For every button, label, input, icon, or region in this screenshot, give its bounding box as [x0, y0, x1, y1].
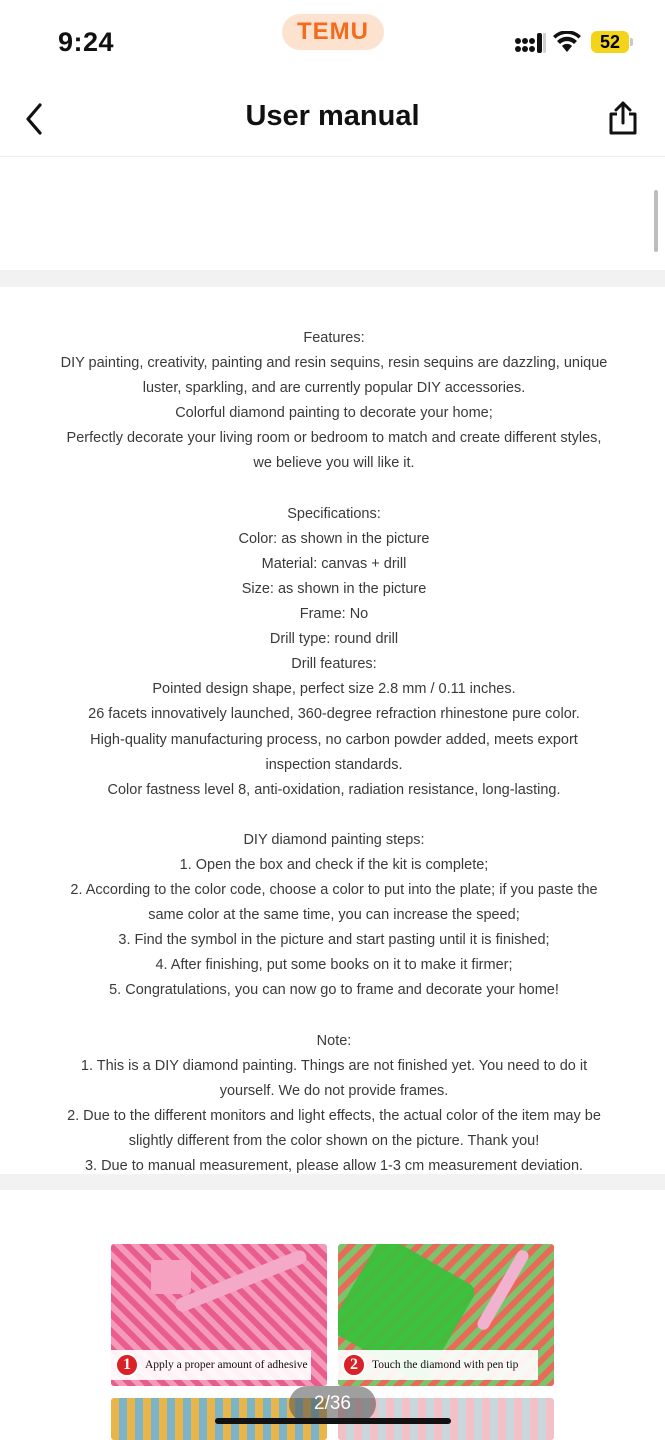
nav-bar [0, 80, 665, 157]
features-line: Colorful diamond painting to decorate your home; [175, 405, 493, 422]
caption-text: Apply a proper amount of adhesive [145, 1359, 308, 1371]
note-line: 3. Due to manual measurement, please allow 1-3 cm measurement deviation. [84, 1158, 584, 1175]
step-line: 5. Congratulations, you can now go to frame and decorate your home! [109, 982, 559, 999]
image-caption [338, 1350, 538, 1380]
spec-line: Frame: No [299, 606, 369, 623]
spec-line: Color: as shown in the picture [238, 530, 430, 547]
spec-line: Material: canvas + drill [261, 555, 407, 572]
product-description [56, 326, 612, 1179]
note-line: 2. Due to the different monitors and light effects, the actual color of the item may be slightly different from the color shown on the picture. Thank you! [67, 1107, 601, 1149]
steps-heading: DIY diamond painting steps: [243, 831, 425, 848]
temu-app-badge[interactable]: TEMU [282, 14, 384, 50]
specifications-heading: Specifications: [287, 505, 381, 522]
step-number-badge: 2 [342, 1353, 366, 1377]
spec-line: Drill type: round drill [269, 631, 399, 648]
step-line: 4. After finishing, put some books on it to make it firmer; [155, 957, 513, 974]
step-line: 2. According to the color code, choose a color to put into the plate; if you paste the same color at the same time, you can increase the speed; [70, 882, 598, 924]
step-line: 3. Find the symbol in the picture and start pasting until it is finished; [118, 932, 550, 949]
pen-shape [173, 1248, 308, 1313]
wifi-icon [553, 31, 581, 53]
battery-tip [630, 38, 633, 46]
page-title: User manual [245, 100, 420, 132]
spec-line: 26 facets innovatively launched, 360-degree refraction rhinestone pure color. [88, 706, 580, 723]
section-divider [0, 270, 665, 287]
image-caption [111, 1350, 311, 1380]
step-number-badge: 1 [115, 1353, 139, 1377]
note-heading: Note: [316, 1032, 352, 1049]
features-line: Perfectly decorate your living room or bedroom to match and create different styles, we believe you will like it. [66, 430, 602, 472]
step-line: 1. Open the box and check if the kit is complete; [179, 856, 489, 873]
status-bar [0, 0, 665, 80]
caption-text: Touch the diamond with pen tip [372, 1359, 519, 1371]
spec-line: Pointed design shape, perfect size 2.8 mm / 0.11 inches. [152, 681, 516, 698]
spec-line: Size: as shown in the picture [241, 580, 427, 597]
pen-shape [475, 1248, 530, 1332]
home-indicator[interactable] [215, 1418, 451, 1424]
features-line: DIY painting, creativity, painting and resin sequins, resin sequins are dazzling, unique luster, sparkling, and are currently popular DIY accessories. [60, 355, 608, 397]
signal-icon [514, 33, 546, 53]
status-time: 9:24 [58, 27, 115, 57]
spec-line: Drill features: [291, 656, 377, 673]
section-divider [0, 1174, 665, 1190]
sponge-shape [151, 1260, 191, 1294]
battery-icon: 52 [591, 31, 629, 53]
instruction-image-step-2[interactable] [338, 1244, 554, 1386]
note-line: 1. This is a DIY diamond painting. Things are not finished yet. You need to do it yourself. We do not provide frames. [80, 1057, 588, 1099]
features-heading: Features: [303, 330, 365, 346]
instruction-image-step-1[interactable] [111, 1244, 327, 1386]
spec-line: High-quality manufacturing process, no carbon powder added, meets export inspection standards. [90, 731, 578, 773]
spec-line: Color fastness level 8, anti-oxidation, radiation resistance, long-lasting. [107, 781, 561, 798]
image-page-counter: 2/36 [289, 1386, 376, 1422]
scroll-indicator[interactable] [654, 190, 658, 252]
share-icon[interactable] [606, 100, 640, 136]
